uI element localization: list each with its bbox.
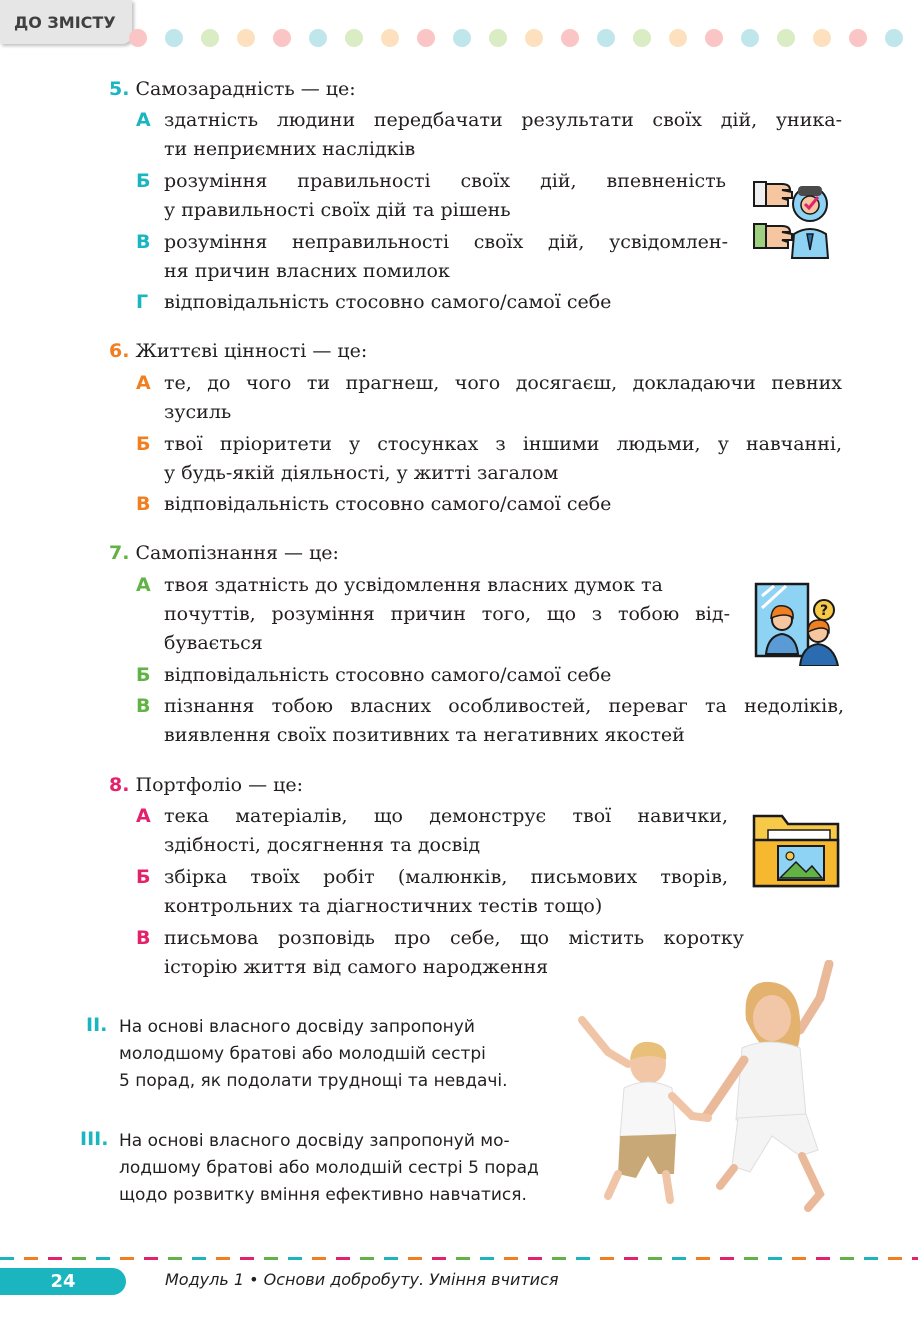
footer-dash-segment — [816, 1257, 830, 1260]
option-7a[interactable] — [136, 571, 730, 658]
table-of-contents-link[interactable]: ДО ЗМІСТУ — [0, 0, 132, 44]
option-letter: А — [136, 372, 151, 394]
footer-dash-segment — [840, 1257, 854, 1260]
footer-dash-segment — [744, 1257, 758, 1260]
jumping-children-photo — [574, 960, 844, 1220]
footer-dash-segment — [792, 1257, 806, 1260]
footer-dash-segment — [696, 1257, 710, 1260]
decorative-dot — [273, 29, 291, 47]
decorative-dot — [489, 29, 507, 47]
footer-dash-segment — [528, 1257, 542, 1260]
option-text: відповідальність стосовно самого/самої себе — [164, 664, 612, 686]
footer-dash-segment — [552, 1257, 566, 1260]
decorative-dot — [237, 29, 255, 47]
decorative-dot — [417, 29, 435, 47]
footer-dash-segment — [672, 1257, 686, 1260]
decorative-dot — [849, 29, 867, 47]
option-text: збірка твоїх робіт (малюнків, письмових творів, — [164, 866, 728, 888]
footer-dash-segment — [336, 1257, 350, 1260]
option-text: почуттів, розуміння причин того, що з тобою від- — [164, 603, 730, 625]
task-line: На основі власного досвіду запропонуй мо- — [119, 1131, 510, 1151]
option-letter: Б — [136, 170, 151, 192]
footer-dash-segment — [720, 1257, 734, 1260]
footer-dash-segment — [216, 1257, 230, 1260]
option-8a[interactable] — [136, 802, 728, 860]
footer-dash-segment — [576, 1257, 590, 1260]
task-line: молодшому братові або молодшій сестрі — [119, 1044, 486, 1064]
footer-dash-segment — [96, 1257, 110, 1260]
option-letter: В — [136, 493, 151, 515]
footer-module-title: Модуль 1 • Основи добробуту. Уміння вчитися — [165, 1270, 559, 1289]
mirror-reflection-icon — [754, 582, 840, 666]
footer-dash-segment — [24, 1257, 38, 1260]
decorative-dot — [561, 29, 579, 47]
option-text: здібності, досягнення та досвід — [164, 834, 481, 856]
task-line: 5 порад, як подолати труднощі та невдачі. — [119, 1071, 508, 1091]
option-letter: В — [136, 927, 151, 949]
question-number: 6. — [109, 340, 130, 362]
option-text: виявлення своїх позитивних та негативних якостей — [164, 724, 685, 746]
footer-dash-segment — [312, 1257, 326, 1260]
task-ii-text — [119, 1014, 508, 1095]
option-7c[interactable] — [136, 692, 844, 750]
option-letter: В — [136, 231, 151, 253]
footer-dash-segment — [240, 1257, 254, 1260]
decorative-dot — [453, 29, 471, 47]
decorative-dot — [885, 29, 903, 47]
footer-dash-segment — [504, 1257, 518, 1260]
option-letter: Б — [136, 664, 151, 686]
question-number: 5. — [109, 78, 130, 100]
footer-dash-segment — [456, 1257, 470, 1260]
option-text: зусиль — [164, 401, 232, 423]
footer-dash-segment — [120, 1257, 134, 1260]
footer-dash-segment — [600, 1257, 614, 1260]
option-letter: Б — [136, 433, 151, 455]
decorative-dot — [669, 29, 687, 47]
option-letter: А — [136, 805, 151, 827]
footer-dash-segment — [72, 1257, 86, 1260]
footer-dash-segment — [192, 1257, 206, 1260]
footer-dash-segment — [480, 1257, 494, 1260]
footer-dashed-line — [0, 1257, 918, 1261]
option-text: ня причин власних помилок — [164, 260, 450, 282]
portfolio-folder-icon — [752, 810, 840, 888]
option-text: тека матеріалів, що демонструє твої навички, — [164, 805, 728, 827]
footer-dash-segment — [48, 1257, 62, 1260]
footer-dash-segment — [432, 1257, 446, 1260]
option-letter: Г — [136, 291, 149, 313]
decorative-dots — [128, 28, 918, 48]
option-6c[interactable] — [136, 490, 736, 519]
decorative-dot — [129, 29, 147, 47]
footer-dash-segment — [0, 1257, 14, 1260]
option-text: розуміння правильності своїх дій, впевненість — [164, 170, 726, 192]
decorative-dot — [741, 29, 759, 47]
decorative-dot — [597, 29, 615, 47]
option-letter: А — [136, 109, 151, 131]
task-line: щодо розвитку вміння ефективно навчатися. — [119, 1185, 527, 1205]
option-text: історію життя від самого народження — [164, 956, 549, 978]
task-iii-text — [119, 1128, 539, 1209]
option-6b[interactable] — [136, 430, 842, 488]
footer-dash-segment — [360, 1257, 374, 1260]
option-text: письмова розповідь про себе, що містить коротку — [164, 927, 744, 949]
decorative-dot — [777, 29, 795, 47]
task-number: II. — [86, 1014, 108, 1036]
question-stem: Портфоліо — це: — [135, 774, 304, 796]
decorative-dot — [165, 29, 183, 47]
footer-dash-segment — [912, 1257, 918, 1260]
option-text: твоя здатність до усвідомлення власних думок та — [164, 574, 663, 596]
footer-dash-segment — [408, 1257, 422, 1260]
option-letter: В — [136, 695, 151, 717]
option-5b[interactable] — [136, 167, 726, 225]
option-8b[interactable] — [136, 863, 728, 921]
footer-dash-segment — [624, 1257, 638, 1260]
task-line: лодшому братові або молодшій сестрі 5 порад — [119, 1158, 539, 1178]
decorative-dot — [813, 29, 831, 47]
option-letter: А — [136, 574, 151, 596]
option-text: у правильності своїх дій та рішень — [164, 199, 511, 221]
option-text: контрольних та діагностичних тестів тощо) — [164, 895, 603, 917]
footer-dash-segment — [888, 1257, 902, 1260]
option-text: розуміння неправильності своїх дій, усвідомлен- — [164, 231, 728, 253]
footer-dash-segment — [288, 1257, 302, 1260]
question-7 — [109, 539, 339, 568]
option-text: відповідальність стосовно самого/самої себе — [164, 493, 612, 515]
option-text: ти неприємних наслідків — [164, 138, 416, 160]
option-text: бувається — [164, 632, 263, 654]
question-stem: Життєві цінності — це: — [135, 340, 368, 362]
decorative-dot — [201, 29, 219, 47]
self-assessment-hands-icon — [752, 178, 840, 260]
option-6a[interactable] — [136, 369, 842, 427]
option-letter: Б — [136, 866, 151, 888]
decorative-dot — [381, 29, 399, 47]
footer-dash-segment — [768, 1257, 782, 1260]
footer-dash-segment — [264, 1257, 278, 1260]
question-number: 7. — [109, 542, 130, 564]
decorative-dot — [633, 29, 651, 47]
decorative-dot — [345, 29, 363, 47]
footer-dash-segment — [648, 1257, 662, 1260]
question-6 — [109, 337, 367, 366]
svg-text:?: ? — [820, 603, 829, 619]
option-text: здатність людини передбачати результати своїх дій, уника- — [164, 109, 842, 131]
question-stem: Самозарадність — це: — [135, 78, 356, 100]
question-8 — [109, 771, 303, 800]
option-5c[interactable] — [136, 228, 728, 286]
task-line: На основі власного досвіду запропонуй — [119, 1017, 475, 1037]
option-5d[interactable] — [136, 288, 736, 317]
option-text: у будь-якій діяльності, у житті загалом — [164, 462, 559, 484]
option-text: відповідальність стосовно самого/самої себе — [164, 291, 612, 313]
decorative-dot — [705, 29, 723, 47]
question-stem: Самопізнання — це: — [135, 542, 339, 564]
option-text: твої пріоритети у стосунках з іншими людьми, у навчанні, — [164, 433, 842, 455]
option-text: пізнання тобою власних особливостей, переваг та недоліків, — [164, 695, 844, 717]
decorative-dot — [525, 29, 543, 47]
page-number: 24 — [0, 1268, 126, 1295]
question-5 — [109, 75, 356, 104]
option-5a[interactable] — [136, 106, 842, 164]
option-text: те, до чого ти прагнеш, чого досягаєш, докладаючи певних — [164, 372, 842, 394]
option-7b[interactable] — [136, 661, 736, 690]
footer-dash-segment — [168, 1257, 182, 1260]
footer-dash-segment — [864, 1257, 878, 1260]
footer-dash-segment — [144, 1257, 158, 1260]
task-number: III. — [80, 1128, 109, 1150]
decorative-dot — [309, 29, 327, 47]
question-number: 8. — [109, 774, 130, 796]
footer-dash-segment — [384, 1257, 398, 1260]
